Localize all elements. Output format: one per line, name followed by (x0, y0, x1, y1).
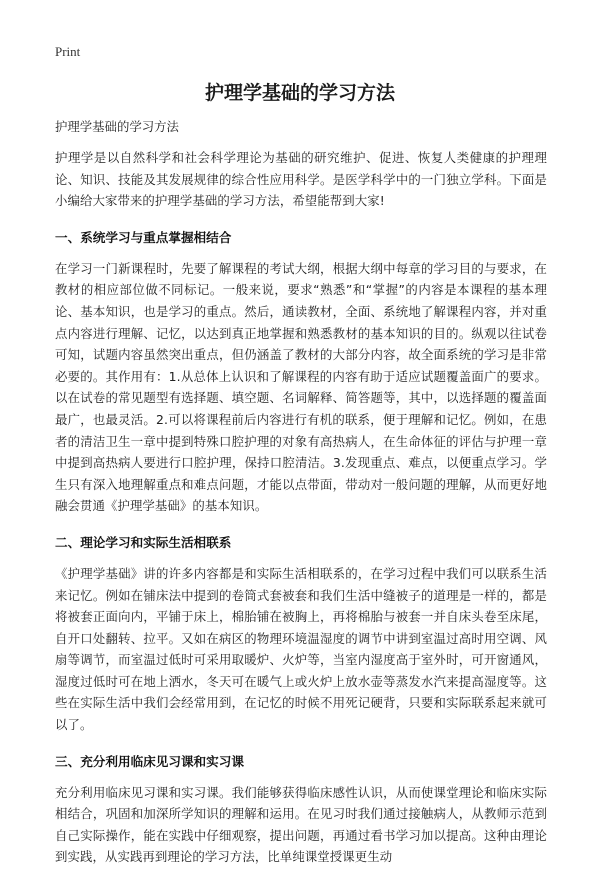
section-heading: 二、理论学习和实际生活相联系 (55, 534, 232, 550)
intro-paragraph: 护理学是以自然科学和社会科学理论为基础的研究维护、促进、恢复人类健康的护理理论、知识、技能及其发展规律的综合性应用科学。是医学科学中的一门独立学科。下面是小编给大家带来的护理学基础的学习方法，希望能帮到大家! (55, 150, 547, 209)
article-body (55, 116, 547, 876)
section-heading: 一、系统学习与重点掌握相结合 (55, 229, 232, 245)
section-heading: 三、充分利用临床见习课和实习课 (55, 753, 244, 769)
article-subtitle: 护理学基础的学习方法 (55, 119, 179, 134)
section-paragraph: 充分利用临床见习课和实习课。我们能够获得临床感性认识，从而使课堂理论和临床实际相结合，巩固和加深所学知识的理解和运用。在见习时我们通过接触病人，从教师示范到自己实际操作，能在实践中仔细观察，提出问题，再通过看书学习加以提高。这种由理论到实践，从实践再到理论的学习方法，比单纯课堂授课更生动 (55, 784, 547, 865)
section-paragraph: 《护理学基础》讲的许多内容都是和实际生活相联系的，在学习过程中我们可以联系生活来记忆。例如在铺床法中提到的卷筒式套被套和我们生活中缝被子的道理是一样的，都是将被套正面向内，平铺于床上，棉胎铺在被胸上，再将棉胎与被套一并自床头卷至床尾，自开口处翻转、拉平。又如在病区的物理环境温湿度的调节中讲到室温过高时用空调、风扇等调节，而室温过低时可采用取暖炉、火炉等，当室内湿度高于室外时，可开窗通风，湿度过低时可在地上洒水，冬天可在暖气上或火炉上放水壶等蒸发水汽来提高湿度等。这些在实际生活中我们会经常用到，在记忆的时候不用死记硬背，只要和实际联系起来就可以了。 (55, 565, 547, 733)
print-link[interactable]: Print (55, 44, 81, 59)
section-paragraph: 在学习一门新课程时，先要了解课程的考试大纲，根据大纲中每章的学习目的与要求，在教材的相应部位做不同标记。一般来说，要求“熟悉”和“掌握”的内容是本课程的基本理论、基本知识，也是学习的重点。然后，通读教材，全面、系统地了解课程内容，并对重点内容进行理解、记忆，以达到真正地掌握和熟悉教材的基本知识的目的。纵观以往试卷可知，试题内容虽然突出重点，但仍涵盖了教材的大部分内容，故全面系统的学习是非常必要的。其作用有：1.从总体上认识和了解课程的内容有助于适应试题覆盖面广的要求。以在试卷的常见题型有选择题、填空题、名词解释、简答题等，其中，以选择题的覆盖面最广，也最灵活。2.可以将课程前后内容进行有机的联系，便于理解和记忆。例如，在患者的清洁卫生一章中提到特殊口腔护理的对象有高热病人，在生命体征的评估与护理一章中提到高热病人要进行口腔护理，保持口腔清洁。3.发现重点、难点，以便重点学习。学生只有深入地理解重点和难点问题，才能以点带面，带动对一般问题的理解，从而更好地融会贯通《护理学基础》的基本知识。 (55, 260, 547, 514)
page-title: 护理学基础的学习方法 (204, 82, 395, 104)
